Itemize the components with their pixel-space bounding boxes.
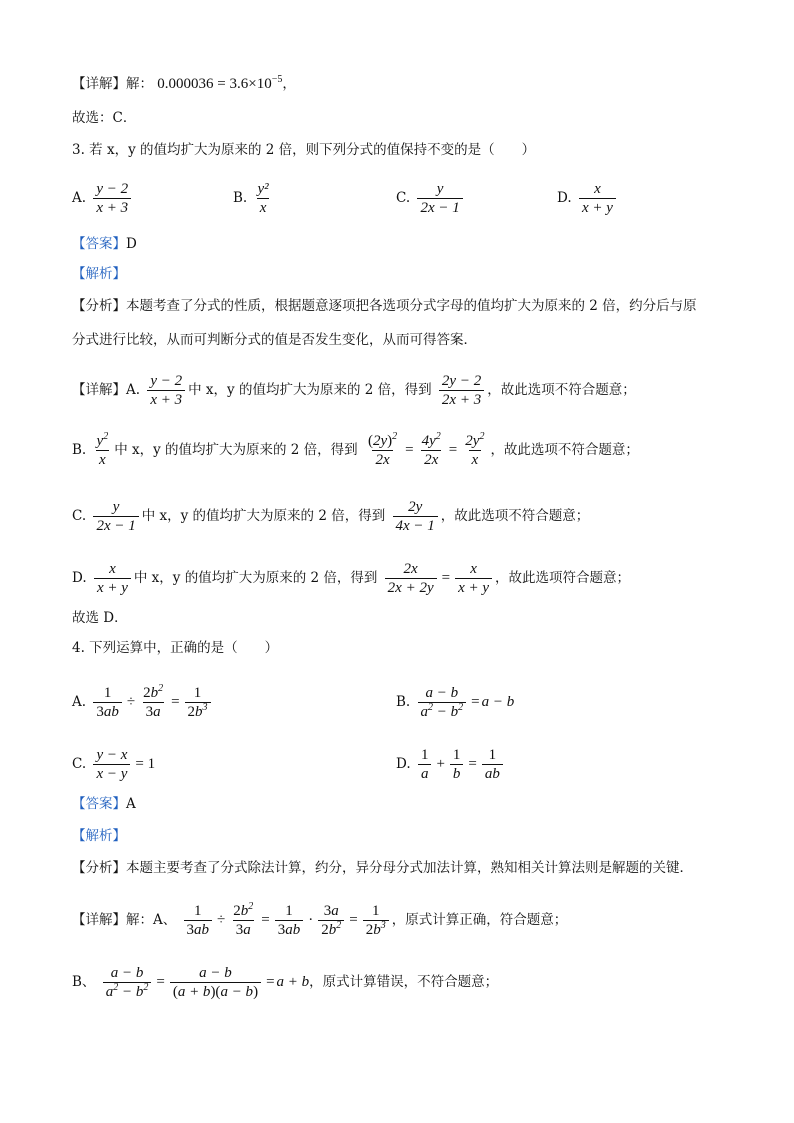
- q3-analysis-label: 【解析】: [72, 266, 126, 282]
- q4-option-d: D. $\frac{1}{a}$ + $\frac{1}{b}$ = $\frac{1}{ab}$: [396, 746, 506, 783]
- q3-option-b: B. $\frac{\text{y²}}{x}$: [233, 181, 269, 216]
- q2-equation: $0.000036 = 3.6\times 10^{-5}$: [157, 74, 283, 92]
- q4-detail-a: 【详解】解：A、 $\frac{1}{3ab}$ ÷ $\frac{2b^2}{3a}$ = $\frac{1}{3ab}$ · $\frac{3a}{2b^2}$ = $\frac{1}{2b^3}$ ，原式计算正确，符合题意；: [72, 901, 568, 938]
- q3-fenxi-1: 【分析】本题考查了分式的性质，根据题意逐项把各选项分式字母的值均扩大为原来的 2 倍，约分后与原: [72, 298, 697, 314]
- q3-option-a: A. $\frac{y - 2}{x + 3}$: [72, 180, 134, 217]
- q4-detail-b: B、 $\frac{a - b}{a^2 - b^2}$ = $\frac{a - b}{(a + b)(a - b)}$ = a + b，原式计算错误，不符合题意；: [72, 965, 499, 1000]
- q3-detail-d: D. $\frac{x}{x + y}$ 中 x，y 的值均扩大为原来的 2 倍，得到 $\frac{2x}{2x + 2y}$ = $\frac{x}{x + y}$ ，故此选项符合题意；: [72, 561, 631, 596]
- q3-option-d: D. $\frac{x}{x + y}$: [557, 180, 619, 217]
- detail-label: 【详解】: [72, 76, 126, 92]
- q4-option-a: A. $\frac{1}{3ab}$ ÷ $\frac{2b^2}{3a}$ = $\frac{1}{2b^3}$: [72, 684, 214, 721]
- q2-detail-line: 【详解】解： $0.000036 = 3.6\times 10^{-5}$，: [72, 74, 296, 92]
- q4-fenxi: 【分析】本题主要考查了分式除法计算，约分，异分母分式加法计算，熟知相关计算法则是解题的关键．: [72, 860, 693, 876]
- q3-choose: 故选 D．: [72, 610, 128, 626]
- q3-answer: 【答案】D: [72, 236, 137, 252]
- q3-fenxi-2: 分式进行比较，从而可判断分式的值是否发生变化，从而可得答案．: [72, 332, 477, 348]
- q4-option-c: C. $\frac{y - x}{x - y}$ = 1: [72, 747, 156, 782]
- q3-detail-b: B. $\frac{y^2}{x}$ 中 x，y 的值均扩大为原来的 2 倍，得到 $\frac{(2y)^2}{2x}$ = $\frac{4y^2}{2x}$ = $\frac{2y^2}{x}$ ，故此选项不符合题意；: [72, 431, 639, 468]
- q3-detail-a: 【详解】A. $\frac{y - 2}{x + 3}$ 中 x，y 的值均扩大为原来的 2 倍，得到 $\frac{2y - 2}{2x + 3}$ ，故此选项不符合题意；: [72, 373, 636, 408]
- q4-analysis-label: 【解析】: [72, 828, 126, 844]
- q2-choose: 故选：C．: [72, 110, 137, 126]
- q4-answer: 【答案】A: [72, 796, 136, 812]
- detail-text: 解：: [126, 76, 153, 92]
- q3-detail-c: C. $\frac{y}{2x - 1}$ 中 x，y 的值均扩大为原来的 2 倍，得到 $\frac{2y}{4x - 1}$ ，故此选项不符合题意；: [72, 499, 590, 534]
- q3-option-c: C. $\frac{y}{2x - 1}$: [396, 180, 466, 217]
- q4-option-b: B. $\frac{a - b}{a^2 - b^2}$ = a − b: [396, 685, 515, 720]
- q3-stem: 3. 若 x，y 的值均扩大为原来的 2 倍，则下列分式的值保持不变的是（ ）: [72, 142, 536, 158]
- q4-stem: 4. 下列运算中，正确的是（ ）: [72, 640, 279, 656]
